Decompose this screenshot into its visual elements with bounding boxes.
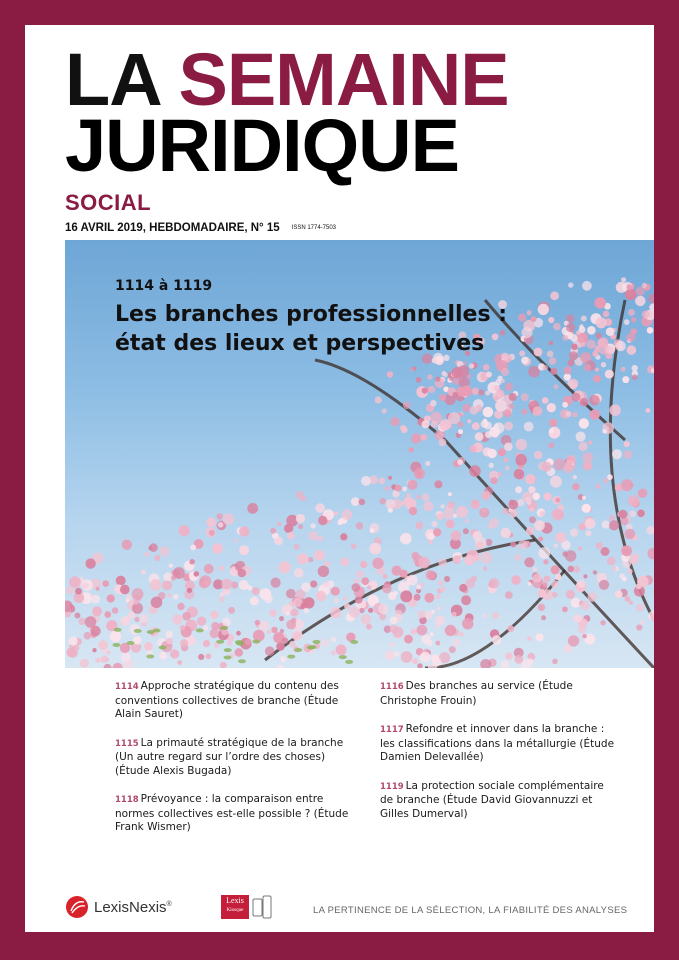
toc-item[interactable]: 1119 La protection sociale complémentaire de branche (Étude David Giovannuzzi et Gilles Dumerval) (380, 779, 604, 820)
devices-icon (252, 895, 272, 919)
toc-left-column (115, 680, 350, 850)
masthead (65, 38, 509, 187)
title-accent: SEMAINE (178, 38, 509, 121)
date-line: 16 AVRIL 2019, HEBDOMADAIRE, N° 15 ISSN 1774-7503 (65, 222, 337, 234)
hero-title: Les branches professionnelles : état des lieux et perspectives (115, 302, 508, 356)
toc-right-column (380, 680, 620, 836)
title-line-2: JURIDIQUE (65, 104, 459, 187)
tagline: LA PERTINENCE DE LA SÉLECTION, LA FIABILITÉ DES ANALYSES (313, 905, 628, 916)
right-accent-bar (654, 240, 679, 668)
toc-item[interactable]: 1114 Approche stratégique du contenu des conventions collectives de branche (Étude Alain Sauret) (115, 680, 339, 720)
hero-image (65, 240, 654, 668)
lexisnexis-logo: LexisNexis® (65, 895, 172, 919)
hero-kicker: 1114 à 1119 (115, 278, 213, 294)
issn: ISSN 1774-7503 (291, 224, 337, 231)
section-label: SOCIAL (65, 190, 152, 215)
lexis-kiosque-badge: Lexis Kiosque (221, 895, 249, 919)
toc-item[interactable]: 1117 Refondre et innover dans la branche : les classifications dans la métallurgie (Étude Damien Delevallée) (380, 723, 615, 763)
toc-item[interactable]: 1118 Prévoyance : la comparaison entre normes collectives est-elle possible ? (Étude Frank Wismer) (115, 793, 349, 833)
title-line-1: LA SEMAINE (65, 38, 509, 121)
toc-item[interactable]: 1115 La primauté stratégique de la branche (Un autre regard sur l’ordre des choses) (Étude Alexis Bugada) (115, 736, 344, 777)
cover-page (25, 25, 654, 932)
lexisnexis-logo-icon (65, 895, 89, 919)
toc-item[interactable]: 1116 Des branches au service (Étude Christophe Frouin) (380, 680, 573, 707)
